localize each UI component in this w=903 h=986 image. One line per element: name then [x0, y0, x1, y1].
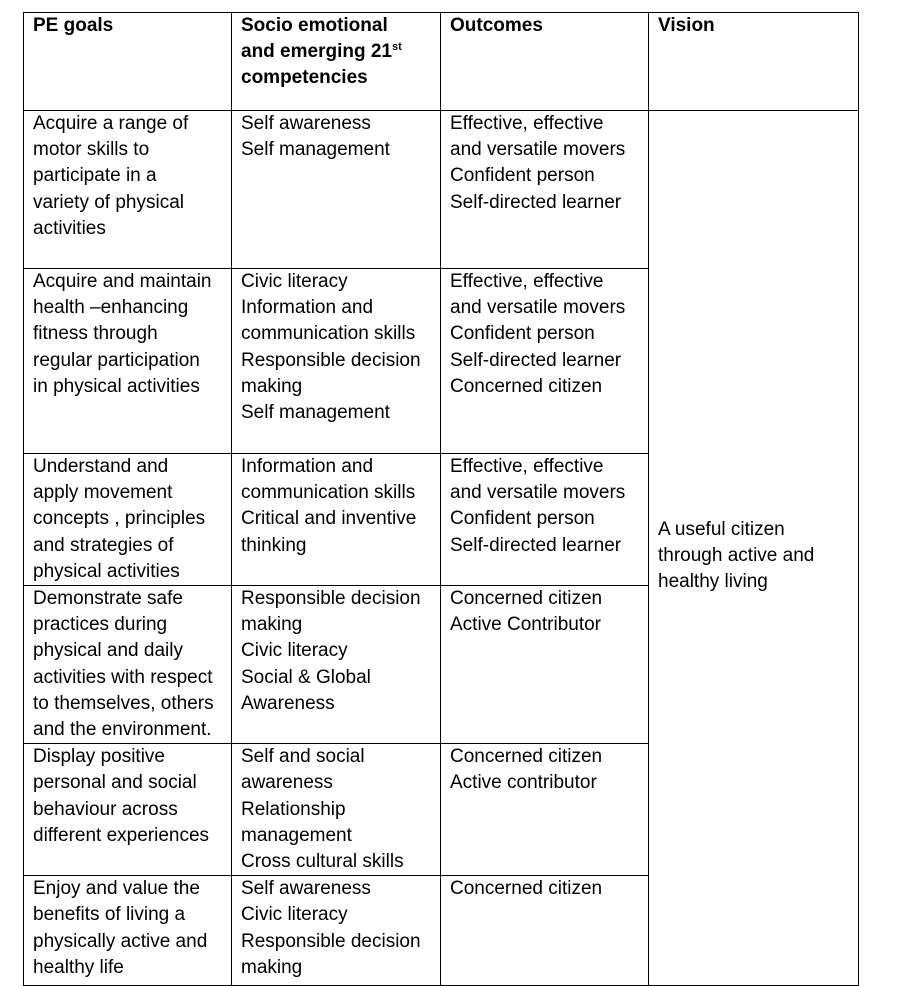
cell-line: Effective, effective	[450, 113, 604, 134]
cell-line: and strategies of	[33, 534, 174, 556]
header-competencies: Socio emotional and emerging 21st competencies	[232, 13, 441, 111]
cell-line: personal and social	[33, 772, 197, 794]
cell-line: Concerned citizen	[450, 375, 603, 397]
cell-line: practices during	[33, 614, 168, 636]
header-row	[24, 13, 859, 111]
cell-line: Enjoy and value the	[33, 878, 200, 900]
cell-line: behaviour across	[33, 798, 178, 820]
cell-line: Information and	[241, 297, 374, 319]
goal-cell	[24, 586, 232, 744]
competencies-cell	[232, 454, 441, 586]
goal-cell	[24, 454, 232, 586]
cell-line: thinking	[241, 534, 307, 556]
cell-line: Acquire a range of	[33, 113, 189, 134]
cell-line: Cross cultural skills	[241, 851, 404, 873]
cell-line: Effective, effective	[450, 456, 604, 477]
cell-line: healthy life	[33, 956, 124, 978]
cell-line: benefits of living a	[33, 904, 186, 926]
cell-line: Civic literacy	[241, 904, 348, 926]
cell-line: Social & Global	[241, 666, 371, 688]
cell-line: Acquire and maintain	[33, 271, 212, 292]
goal-cell	[24, 876, 232, 986]
cell-line: Responsible decision	[241, 930, 421, 952]
competencies-cell	[232, 876, 441, 986]
goal-cell	[24, 111, 232, 269]
cell-line: Self awareness	[241, 113, 371, 134]
cell-line: activities with respect	[33, 666, 213, 688]
cell-line: making	[241, 375, 303, 397]
cell-line: Critical and inventive	[241, 508, 417, 530]
outcomes-cell	[441, 111, 649, 269]
cell-line: Confident person	[450, 165, 595, 187]
cell-line: physically active and	[33, 930, 208, 952]
cell-line: Awareness	[241, 692, 335, 714]
cell-line: fitness through	[33, 323, 158, 345]
cell-line: Civic literacy	[241, 271, 348, 292]
cell-line: Concerned citizen	[450, 878, 603, 900]
cell-line: Self awareness	[241, 878, 371, 900]
cell-line: Active Contributor	[450, 614, 602, 636]
cell-line: making	[241, 614, 303, 636]
cell-line: Concerned citizen	[450, 588, 603, 610]
cell-line: Demonstrate safe	[33, 588, 183, 610]
cell-line: Responsible decision	[241, 349, 421, 371]
cell-line: and versatile movers	[450, 297, 626, 319]
cell-line: activities	[33, 217, 106, 239]
cell-line: Confident person	[450, 323, 595, 345]
table-row	[24, 111, 859, 269]
cell-line: management	[241, 824, 352, 846]
vision-line: A useful citizen	[658, 518, 785, 540]
cell-line: communication skills	[241, 323, 416, 345]
cell-line: Self-directed learner	[450, 534, 622, 556]
cell-line: to themselves, others	[33, 692, 214, 714]
cell-line: Active contributor	[450, 772, 597, 794]
cell-line: and versatile movers	[450, 482, 626, 504]
cell-line: physical and daily	[33, 640, 183, 662]
cell-line: Relationship	[241, 798, 346, 820]
header-vision: Vision	[649, 13, 859, 111]
cell-line: Self and social	[241, 746, 365, 768]
vision-line: through active and	[658, 545, 815, 567]
cell-line: Understand and	[33, 456, 169, 477]
cell-line: health –enhancing	[33, 297, 189, 319]
cell-line: physical activities	[33, 560, 180, 582]
cell-line: Confident person	[450, 508, 595, 530]
outcomes-cell	[441, 876, 649, 986]
cell-line: apply movement	[33, 482, 173, 504]
cell-line: concepts , principles	[33, 508, 206, 530]
cell-line: variety of physical	[33, 191, 185, 213]
outcomes-cell	[441, 454, 649, 586]
competencies-cell	[232, 269, 441, 454]
cell-line: making	[241, 956, 303, 978]
cell-line: Self-directed learner	[450, 191, 622, 213]
goal-cell	[24, 269, 232, 454]
vision-cell	[649, 111, 859, 986]
header-outcomes: Outcomes	[441, 13, 649, 111]
cell-line: Self-directed learner	[450, 349, 622, 371]
competencies-cell	[232, 744, 441, 876]
superscript-st: st	[392, 41, 402, 54]
outcomes-cell	[441, 744, 649, 876]
competencies-cell	[232, 586, 441, 744]
cell-line: regular participation	[33, 349, 200, 371]
cell-line: Responsible decision	[241, 588, 421, 610]
cell-line: Display positive	[33, 746, 165, 768]
cell-line: in physical activities	[33, 375, 200, 397]
cell-line: and versatile movers	[450, 139, 626, 161]
cell-line: communication skills	[241, 482, 416, 504]
vision-line: healthy living	[658, 571, 768, 593]
cell-line: motor skills to	[33, 139, 150, 161]
cell-line: Concerned citizen	[450, 746, 603, 768]
cell-line: Information and	[241, 456, 374, 477]
header-pe-goals: PE goals	[24, 13, 232, 111]
cell-line: Self management	[241, 139, 390, 161]
competencies-cell	[232, 111, 441, 269]
outcomes-cell	[441, 586, 649, 744]
cell-line: Effective, effective	[450, 271, 604, 292]
goal-cell	[24, 744, 232, 876]
cell-line: awareness	[241, 772, 333, 794]
cell-line: Civic literacy	[241, 640, 348, 662]
outcomes-cell	[441, 269, 649, 454]
cell-line: participate in a	[33, 165, 157, 187]
pe-goals-table	[23, 12, 859, 986]
cell-line: and the environment.	[33, 719, 212, 741]
cell-line: different experiences	[33, 824, 210, 846]
cell-line: Self management	[241, 402, 390, 424]
